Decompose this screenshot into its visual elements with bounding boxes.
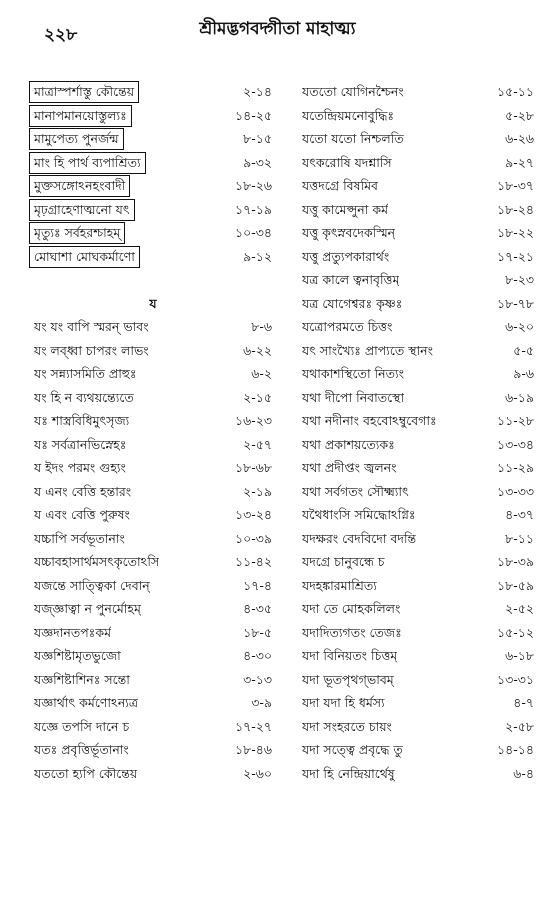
verse-text: যতঃ প্রবৃত্তির্ভূতানাং: [34, 742, 129, 757]
verse-text: যজ্ঞশিষ্টামৃতভুজো: [34, 648, 121, 663]
verse-text: যজ্ঞে তপসি দানে চ: [34, 718, 130, 734]
index-entry: [34, 409, 272, 433]
verse-text: যত্র কালে ত্বনাবৃত্তিম্: [302, 272, 400, 287]
verse-ref: ৩-১৩: [243, 671, 272, 687]
verse-ref: ৪-৩৫: [243, 601, 272, 616]
verse-ref: ১০-৩৪: [235, 225, 272, 240]
verse-ref: ৮-১৫: [243, 131, 272, 146]
index-entry: [34, 597, 272, 621]
verse-ref: ১৩-৩৪: [497, 436, 534, 452]
index-entry: [34, 480, 272, 504]
section-letter: য: [149, 295, 157, 311]
index-entry: [34, 668, 272, 692]
verse-text: মাং হি পার্থ ব্যপাশ্রিত্য: [29, 152, 146, 174]
verse-text: যদা তে মোহকলিলং: [302, 601, 401, 616]
verse-ref: ৫-২৮: [505, 107, 534, 123]
verse-text: যত্র যোগেশ্বরঃ কৃষ্ণঃ: [302, 295, 403, 311]
spacer: [34, 268, 272, 292]
index-entry: [34, 621, 272, 645]
verse-ref: ৯-৬: [513, 366, 534, 381]
index-entry: [302, 574, 534, 598]
index-entry: [302, 80, 534, 104]
verse-text: যদা সংহরতে চায়ং: [302, 718, 392, 734]
verse-ref: ৯-৩২: [243, 154, 272, 170]
verse-text: যদগ্রে চানুবন্ধে চ: [302, 554, 385, 569]
verse-ref: ১৮-২৪: [497, 201, 534, 217]
index-entry: [302, 644, 534, 668]
verse-ref: ১৮-৫৯: [497, 577, 534, 593]
verse-text: যত্তু প্রত্যুপকারার্থং: [302, 248, 390, 264]
verse-text: যথা সর্বগতং সৌক্ষ্ম্যাৎ: [302, 483, 409, 499]
verse-ref: ৩-৯: [251, 695, 272, 710]
verse-text: যঃ সর্বত্রানভিস্নেহঃ: [34, 436, 127, 452]
verse-ref: ৮-১১: [505, 530, 534, 546]
index-entry: [34, 362, 272, 386]
index-entry: [34, 715, 272, 739]
index-entry: [34, 80, 272, 104]
verse-text: যৎ সাংখ্যৈঃ প্রাপ্যতে স্থানং: [302, 342, 434, 358]
index-entry: [34, 527, 272, 551]
index-entry: [302, 386, 534, 410]
verse-text: য এনং বেত্তি হন্তারং: [34, 483, 132, 499]
verse-ref: ১৮-৭৮: [497, 295, 534, 311]
verse-text: মাত্রাস্পর্শাস্তু কৌন্তেয়: [29, 81, 139, 103]
index-entry: [302, 456, 534, 480]
index-entry: [302, 480, 534, 504]
verse-text: য এবং বেত্তি পুরুষং: [34, 507, 130, 522]
index-entry: [302, 221, 534, 245]
section-heading: [34, 292, 272, 316]
verse-text: যথা প্রদীপ্তং জ্বলনং: [302, 460, 397, 475]
verse-text: মৃঢ়গ্রাহেণাত্মনো যৎ: [29, 199, 135, 221]
index-entry: [34, 339, 272, 363]
verse-text: যদাদিত্যগতং তেজঃ: [302, 624, 402, 640]
index-entry: [34, 245, 272, 269]
verse-ref: ১৪-২৫: [235, 107, 272, 123]
verse-ref: ৬-১৯: [505, 389, 534, 405]
index-entry: [34, 127, 272, 151]
index-entry: [302, 715, 534, 739]
verse-ref: ৬-১৮: [505, 648, 534, 663]
verse-text: যৎকরোষি যদশ্নাসি: [302, 154, 392, 170]
verse-text: যথা নদীনাং বহবোঽম্বুবেগাঃ: [302, 413, 437, 428]
verse-ref: ৬-২৬: [505, 131, 534, 146]
index-entry: [302, 174, 534, 198]
index-entry: [34, 433, 272, 457]
index-entry: [302, 433, 534, 457]
verse-text: যদা বিনিয়তং চিত্তম্: [302, 648, 398, 663]
index-entry: [34, 386, 272, 410]
right-column: [302, 80, 534, 785]
verse-ref: ২-৫২: [505, 601, 534, 616]
verse-text: যঃ শাস্ত্রবিধিমুৎসৃজ্য: [34, 413, 130, 428]
verse-ref: ৪-৩০: [243, 648, 272, 663]
verse-text: যত্রোপরমতে চিত্তং: [302, 319, 393, 334]
verse-ref: ১৩-৩৩: [496, 483, 534, 499]
verse-ref: ২-৬০: [243, 765, 272, 781]
verse-ref: ২-১৫: [243, 389, 272, 405]
verse-ref: ১৭-১৯: [235, 201, 272, 217]
verse-text: যজ্ঞদানতপঃকর্ম: [34, 624, 112, 640]
verse-text: যত্তদগ্রে বিষমিব: [302, 178, 378, 193]
verse-ref: ১১-২৯: [497, 460, 534, 475]
verse-ref: ১৮-২২: [497, 225, 534, 240]
verse-text: যং লব্ধ্বা চাপরং লাভং: [34, 342, 149, 358]
verse-ref: ৮-২৩: [505, 272, 534, 287]
verse-ref: ১৫-১২: [497, 624, 534, 640]
verse-text: যজ্ঞশিষ্টাশিনঃ সন্তো: [34, 671, 130, 687]
verse-ref: ৬-২০: [505, 319, 534, 334]
verse-ref: ৬-২২: [243, 342, 272, 358]
index-entry: [302, 151, 534, 175]
verse-text: যং যং বাপি স্মরন্ ভাবং: [34, 319, 149, 334]
index-entry: [302, 198, 534, 222]
index-entry: [34, 762, 272, 786]
index-entry: [34, 221, 272, 245]
verse-text: যথা প্রকাশয়ত্যেকঃ: [302, 436, 395, 452]
index-entry: [34, 174, 272, 198]
verse-text: যং সন্ন্যাসমিতি প্রাহুঃ: [34, 366, 137, 381]
verse-text: মামুপেত্য পুনর্জন্ম: [29, 128, 124, 150]
verse-text: যচ্চাবহাসার্থমসৎকৃতোঽসি: [34, 554, 160, 569]
verse-ref: ৫-৫: [513, 342, 534, 358]
verse-ref: ২-১৪: [243, 84, 272, 99]
verse-text: যদক্ষরং বেদবিদো বদন্তি: [302, 530, 417, 546]
index-entry: [34, 198, 272, 222]
verse-text: মৃত্যুঃ সর্বহরশ্চাহম্: [29, 222, 125, 244]
verse-ref: ৪-৩৭: [505, 507, 534, 522]
verse-text: যততো যোগিনশ্চৈনং: [302, 84, 404, 99]
index-entry: [34, 738, 272, 762]
index-entry: [302, 503, 534, 527]
index-entry: [34, 550, 272, 574]
index-entry: [302, 597, 534, 621]
verse-ref: ১৭-৪: [243, 577, 272, 593]
verse-ref: ৮-৬: [251, 319, 272, 334]
verse-text: যতো যতো নিশ্চলতি: [302, 131, 404, 146]
verse-text: যজ্‌জ্ঞাত্বা ন পুনর্মোহম্: [34, 601, 141, 616]
verse-ref: ১১-৪২: [235, 554, 272, 569]
verse-ref: ১৭-২৭: [234, 718, 272, 734]
verse-ref: ১৮-৬৮: [235, 460, 272, 475]
verse-ref: ৬-৪: [513, 765, 534, 781]
verse-ref: ১৬-২৩: [234, 413, 272, 428]
verse-text: যথা দীপো নিবাতস্থো: [302, 389, 405, 405]
index-entry: [302, 292, 534, 316]
verse-text: মুক্তসঙ্গোঽনহংবাদী: [29, 175, 130, 197]
page-number: ২২৮: [44, 25, 78, 45]
verse-ref: ১৮-২৬: [235, 178, 272, 193]
verse-text: যত্তু কামেপ্সুনা কর্ম: [302, 201, 389, 217]
verse-text: যজন্তে সাত্ত্বিকা দেবান্: [34, 577, 150, 593]
index-entry: [34, 151, 272, 175]
index-entry: [302, 362, 534, 386]
verse-ref: ৯-১২: [243, 248, 272, 264]
verse-text: য ইদং পরমং গুহ্যং: [34, 460, 126, 475]
index-entry: [34, 691, 272, 715]
index-entry: [34, 574, 272, 598]
index-entry: [302, 409, 534, 433]
index-entry: [302, 127, 534, 151]
verse-text: যথৈধাংসি সমিদ্ধোঽগ্নিঃ: [302, 507, 416, 522]
verse-text: যতেন্দ্রিয়মনোবুদ্ধিঃ: [302, 107, 395, 123]
verse-text: যদা যদা হি ধর্মস্য: [302, 695, 385, 710]
verse-text: মোঘাশা মোঘকর্মাণো: [29, 246, 140, 268]
verse-text: যদহঙ্কারমাশ্রিত্য: [302, 577, 377, 593]
index-entry: [34, 104, 272, 128]
verse-ref: ১০-৩৯: [235, 530, 272, 546]
index-entry: [302, 104, 534, 128]
verse-ref: ১৫-১১: [497, 84, 534, 99]
verse-ref: ৪-৭: [513, 695, 534, 710]
index-entry: [302, 621, 534, 645]
verse-text: যচ্চাপি সর্বভূতানাং: [34, 530, 125, 546]
verse-text: যং হি ন ব্যথয়ন্ত্যেতে: [34, 389, 134, 405]
index-entry: [302, 315, 534, 339]
index-entry: [34, 503, 272, 527]
index-entry: [302, 339, 534, 363]
index-entry: [302, 738, 534, 762]
left-column: [34, 80, 272, 785]
verse-ref: ১১-২৮: [497, 413, 534, 428]
index-entry: [302, 527, 534, 551]
verse-ref: ৬-২: [251, 366, 272, 381]
index-entry: [302, 550, 534, 574]
verse-ref: ১৩-২৪: [235, 507, 272, 522]
verse-text: যততো হ্যপি কৌন্তেয়: [34, 765, 138, 781]
index-entry: [302, 245, 534, 269]
verse-ref: ১৮-৪৬: [235, 742, 272, 757]
verse-text: মানাপমানয়োস্তুল্যঃ: [29, 105, 132, 127]
verse-ref: ১৮-৩৯: [497, 554, 534, 569]
verse-ref: ১৩-৩১: [497, 671, 534, 687]
verse-ref: ১৮-৩৭: [497, 178, 534, 193]
index-entry: [34, 456, 272, 480]
verse-ref: ১৪-১৪: [497, 742, 534, 757]
verse-ref: ২-৫৭: [243, 436, 272, 452]
verse-ref: ১৭-২১: [497, 248, 534, 264]
page-title: শ্রীমদ্ভগবদ্গীতা মাহাত্ম্য: [199, 19, 356, 39]
verse-text: যথাকাশস্থিতো নিত্যং: [302, 366, 404, 381]
index-entry: [302, 762, 534, 786]
verse-ref: ২-৫৮: [505, 718, 534, 734]
index-entry: [34, 644, 272, 668]
index-entry: [302, 668, 534, 692]
verse-ref: ৯-২৭: [505, 154, 534, 170]
verse-ref: ১৮-৫: [243, 624, 272, 640]
index-entry: [302, 268, 534, 292]
verse-text: যদা সত্ত্বে প্রবৃদ্ধে তু: [302, 742, 403, 757]
verse-text: যজ্ঞার্থাৎ কর্মণোঽন্যত্র: [34, 695, 139, 710]
index-entry: [34, 315, 272, 339]
verse-text: যত্তু কৃৎস্নবদেকস্মিন্: [302, 225, 396, 240]
verse-ref: ২-১৯: [243, 483, 272, 499]
index-entry: [302, 691, 534, 715]
verse-text: যদা ভূতপৃথগ্ভাবম্: [302, 671, 394, 687]
verse-text: যদা হি নেন্দ্রিয়ার্থেষু: [302, 765, 395, 781]
